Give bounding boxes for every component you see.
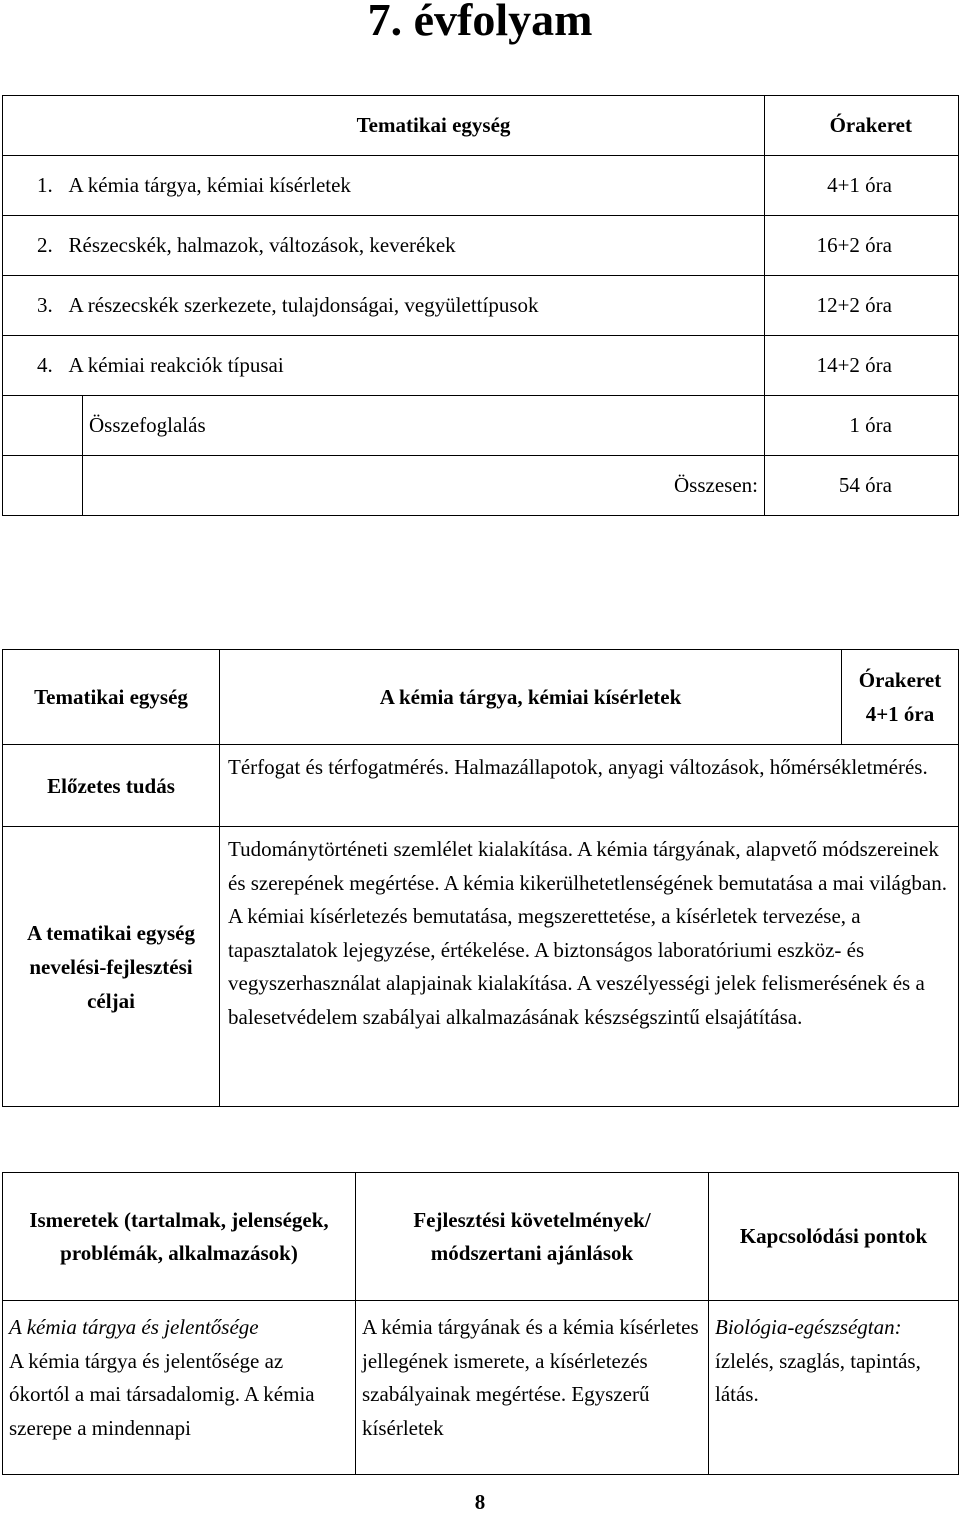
unit-hours-cell (842, 650, 959, 745)
prior-knowledge-row (3, 745, 959, 827)
unit-header-row (3, 650, 959, 745)
unit-topic: A kémia tárgya, kémiai kísérletek (220, 650, 842, 745)
row-topic: Részecskék, halmazok, változások, keverékek (68, 233, 456, 257)
connections-title: Biológia-egészségtan: (715, 1315, 902, 1339)
goals-text: Tudománytörténeti szemlélet kialakítása. A kémia tárgyának, alapvető módszereinek és szerepének megértése. A kémia kikerülhetetlenségének bemutatása a mai világban. A kémiai kísérletezés bemutatása, megszerettetése, a kísérletek tervezése, a tapasztalatok lejegyzése, értékelése. A biztonságos laboratóriumi eszköz- és vegyszerhasználat alapjainak kialakítása. A veszélyességi jelek felismerésének és a balesetvédelem szabályai alkalmazásának készségszintű elsajátítása. (220, 827, 959, 1107)
content-header-row (3, 1173, 959, 1301)
summary-label: Összefoglalás (83, 396, 765, 456)
content-header-connections: Kapcsolódási pontok (709, 1173, 959, 1301)
unit-hours-label: Órakeret (858, 668, 942, 692)
content-header-knowledge: Ismeretek (tartalmak, jelenségek, problémák, alkalmazások) (3, 1173, 356, 1301)
unit-table (2, 649, 959, 1107)
row-topic: A kémia tárgya, kémiai kísérletek (68, 173, 351, 197)
summary-table (2, 95, 959, 516)
goals-label: A tematikai egység nevelési-fejlesztési céljai (3, 827, 220, 1107)
knowledge-cell (3, 1301, 356, 1475)
total-row (3, 456, 959, 516)
goals-row (3, 827, 959, 1107)
knowledge-text: A kémia tárgya és jelentősége az ókortól a mai társadalomig. A kémia szerepe a mindennapi (9, 1348, 315, 1440)
summary-header-hours: Órakeret (765, 96, 959, 156)
unit-label-topic: Tematikai egység (3, 650, 220, 745)
summary-hours: 1 óra (765, 396, 959, 456)
prior-knowledge-label: Előzetes tudás (3, 745, 220, 827)
requirements-text: A kémia tárgyának és a kémia kísérletes jellegének ismerete, a kísérletezés szabályainak megértése. Egyszerű kísérletek (356, 1301, 709, 1475)
table-row (3, 156, 959, 216)
row-hours: 12+2 óra (765, 276, 959, 336)
summary-header-topic: Tematikai egység (3, 96, 765, 156)
prior-knowledge-text: Térfogat és térfogatmérés. Halmazállapotok, anyagi változások, hőmérsékletmérés. (220, 745, 959, 827)
content-header-requirements: Fejlesztési követelmények/ módszertani ajánlások (356, 1173, 709, 1301)
row-topic: A kémiai reakciók típusai (68, 353, 284, 377)
row-hours: 14+2 óra (765, 336, 959, 396)
row-number: 3. (37, 293, 53, 317)
row-hours: 4+1 óra (765, 156, 959, 216)
content-row (3, 1301, 959, 1475)
table-row (3, 276, 959, 336)
connections-cell (709, 1301, 959, 1475)
connections-text: ízlelés, szaglás, tapintás, látás. (715, 1348, 921, 1406)
row-hours: 16+2 óra (765, 216, 959, 276)
row-number: 4. (37, 353, 53, 377)
table-row (3, 216, 959, 276)
page-number: 8 (474, 1490, 486, 1514)
row-number: 1. (37, 173, 53, 197)
summary-header-row (3, 96, 959, 156)
content-table (2, 1172, 959, 1475)
row-topic: A részecskék szerkezete, tulajdonságai, vegyülettípusok (68, 293, 539, 317)
summary-row (3, 396, 959, 456)
unit-hours: 4+1 óra (865, 702, 935, 726)
total-hours: 54 óra (765, 456, 959, 516)
page-title: 7. évfolyam (367, 0, 593, 45)
knowledge-title: A kémia tárgya és jelentősége (9, 1315, 259, 1339)
total-label: Összesen: (83, 456, 765, 516)
table-row (3, 336, 959, 396)
row-number: 2. (37, 233, 53, 257)
